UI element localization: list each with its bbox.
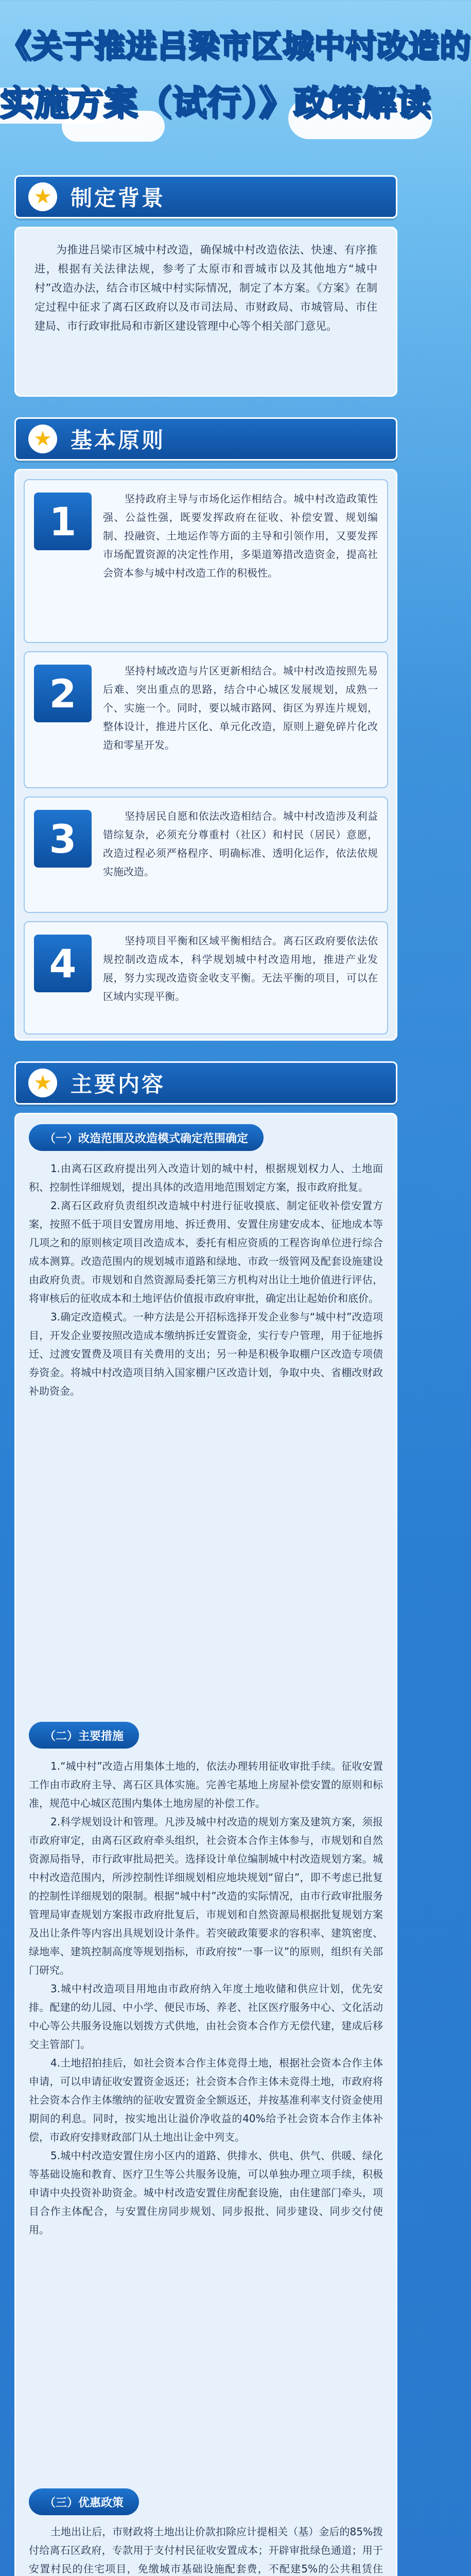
star-icon: ★ — [28, 1069, 57, 1097]
header — [0, 0, 471, 155]
paragraph: 4.土地招拍挂后，如社会资本合作主体竞得土地，根据社会资本合作主体申请，可以申请征收安置资金返还；社会资本合作主体未竞得土地，市政府将社会资本合作主体缴纳的征收安置资金全额返还，并按基准利率支付资金使用期间的利息。同时，按实地出让溢价净收益的40%给予社会资本合作主体补偿，市政府安排财政部门从土地出让金中列支。 — [29, 2057, 383, 2143]
section-title: 基本原则 — [71, 428, 166, 453]
principle-text: 坚持项目平衡和区域平衡相结合。离石区政府要依法依规控制改造成本，科学规划城中村改造用地，推进产业发展，努力实现改造资金收支平衡。无法平衡的项目，可以在区域内实现平衡。 — [103, 935, 378, 1003]
subsection-body — [29, 1757, 383, 2239]
star-icon: ★ — [28, 425, 57, 453]
subsection-body — [29, 1159, 383, 1400]
principle-number: 3 — [34, 810, 92, 868]
page-title-line-1: 《关于推进吕梁市区城中村改造的 — [0, 28, 471, 64]
principle-item — [24, 921, 388, 1035]
page-title-line-2 — [0, 75, 431, 124]
star-icon: ★ — [28, 182, 57, 211]
paragraph: 5.城中村改造安置住房小区内的道路、供排水、供电、供气、供暖、绿化等基础设施和教育、医疗卫生等公共服务设施，可以单独办理立项手续，积极申请中央投资补助资金。城中村改造安置住房配套设施，由住建部门牵头，项目合作主体配合，与安置住房同步规划、同步报批、同步建设、同步交付使用。 — [29, 2149, 383, 2236]
background-card — [14, 227, 397, 397]
principle-number: 4 — [34, 935, 92, 992]
section-header-background — [14, 175, 397, 218]
paragraph: 2.科学规划设计和管理。凡涉及城中村改造的规划方案及建筑方案，须报市政府审定，由离石区政府牵头组织，社会资本合作主体参与，市规划和自然资源局指导，市行政审批局把关。选择设计单位编制城中村改造规划方案。城中村改造范围内，所涉控制性详细规划相应地块规划“留白”，即不考虑已批复的控制性详细规划的限制。根据“城中村”改造的实际情况，由市行政审批服务管理局审查规划方案报市政府批复后，市规划和自然资源局根据批复规划方案及出让条件等内容出具规划设计条件。若突破政策要求的容积率、建筑密度、绿地率、建筑控制高度等规划指标，市政府按“一事一议”的原则，组织有关部门研究。 — [29, 1816, 383, 1976]
section-title: 主要内容 — [71, 1072, 166, 1097]
principle-item — [24, 479, 388, 643]
principle-item — [24, 796, 388, 913]
principle-text: 坚持政府主导与市场化运作相结合。城中村改造政策性强、公益性强，既要发挥政府在征收、补偿安置、规划编制、投融资、土地运作等方面的主导和引领作用，又要发挥市场配置资源的决定性作用，多渠道筹措改造资金，提高社会资本参与城中村改造工作的积极性。 — [103, 493, 378, 579]
page-title-main: 实施方案（试行）》 — [0, 83, 293, 123]
principle-text: 坚持村域改造与片区更新相结合。城中村改造按照先易后难、突出重点的思路，结合中心城区发展规划，成熟一个、实施一个。同时，要以城市路网、街区为界连片规划，整体设计，推进片区化、单元化改造，原则上避免碎片化改造和零星开发。 — [103, 665, 378, 751]
paragraph: 土地出让后，市财政将土地出让价款扣除应计提相关（基）金后的85%拨付给离石区政府，专款用于支付村民征收安置成本；开辟审批绿色通道；用于安置村民的住宅项目，免缴城市基础设施配套费，不配建5%的公共租赁住 — [29, 2526, 383, 2575]
section-header-content — [14, 1061, 397, 1105]
subsection-heading: （三）优惠政策 — [29, 2488, 139, 2515]
background-text: 为推进吕梁市区城中村改造，确保城中村改造依法、快速、有序推进，根据有关法律法规，参考了太原市和晋城市以及其他地方“城中村”改造办法，结合市区城中村实际情况，制定了本方案。《方案》在制定过程中征求了离石区政府以及市司法局、市财政局、市城管局、市住建局、市行政审批局和市新区建设管理中心等个相关部门意见。 — [34, 244, 377, 332]
section-header-principles — [14, 417, 397, 461]
page-title-accent: 政策解读 — [293, 83, 431, 123]
section-title: 制定背景 — [71, 185, 166, 211]
paragraph: 3.确定改造模式。一种方法是公开招标选择开发企业参与“城中村”改造项目，开发企业要按照改造成本缴纳拆迁安置资金，实行专户管理，用于征地拆迁、过渡安置费及项目有关费用的支出；另一种是积极争取棚户区改造专项债券资金。将城中村改造项目纳入国家棚户区改造计划，争取中央、省棚改财政补助资金。 — [29, 1311, 383, 1397]
principle-number: 1 — [34, 493, 92, 550]
subsection-body — [29, 2522, 383, 2576]
subsection-heading: （二）主要措施 — [29, 1722, 139, 1749]
paragraph: 1.由离石区政府提出列入改造计划的城中村，根据规划权力人、土地面积、控制性详细规划，提出具体的改造用地范围划定方案，报市政府批复。 — [29, 1162, 383, 1193]
principle-number: 2 — [34, 665, 92, 722]
principle-item — [24, 651, 388, 788]
paragraph: 1.“城中村”改造占用集体土地的，依法办理转用征收审批手续。征收安置工作由市政府主导、离石区具体实施。完善宅基地上房屋补偿安置的原则和标准，规范中心城区范围内集体土地房屋的补偿工作。 — [29, 1760, 383, 1809]
principle-text: 坚持居民自愿和依法改造相结合。城中村改造涉及利益错综复杂，必须充分尊重村（社区）和村民（居民）意愿，改造过程必须严格程序、明确标准、透明化运作，依法依规实施改造。 — [103, 810, 378, 878]
paragraph: 3.城中村改造项目用地由市政府纳入年度土地收储和供应计划，优先安排。配建的幼儿园、中小学、便民市场、养老、社区医疗服务中心、文化活动中心等公共服务设施以划拨方式供地，由社会资本合作方无偿代建，建成后移交主管部门。 — [29, 1982, 383, 2050]
paragraph: 2.离石区政府负责组织改造城中村进行征收摸底、制定征收补偿安置方案，按照不低于项目安置房用地、拆迁费用、安置住房建安成本、征地成本等几项之和的原则核定项目改造成本，委托有相应资质的工程咨询单位进行综合成本测算。改造范围内的规划城市道路和绿地、市政一级管网及配套设施建设由政府负责。市规划和自然资源局委托第三方机构对出让土地价值进行评估，将审核后的征收成本和土地评估价值报市政府审批，确定出让起始价和底价。 — [29, 1199, 383, 1304]
subsection-heading: （一）改造范围及改造模式确定范围确定 — [29, 1124, 264, 1151]
